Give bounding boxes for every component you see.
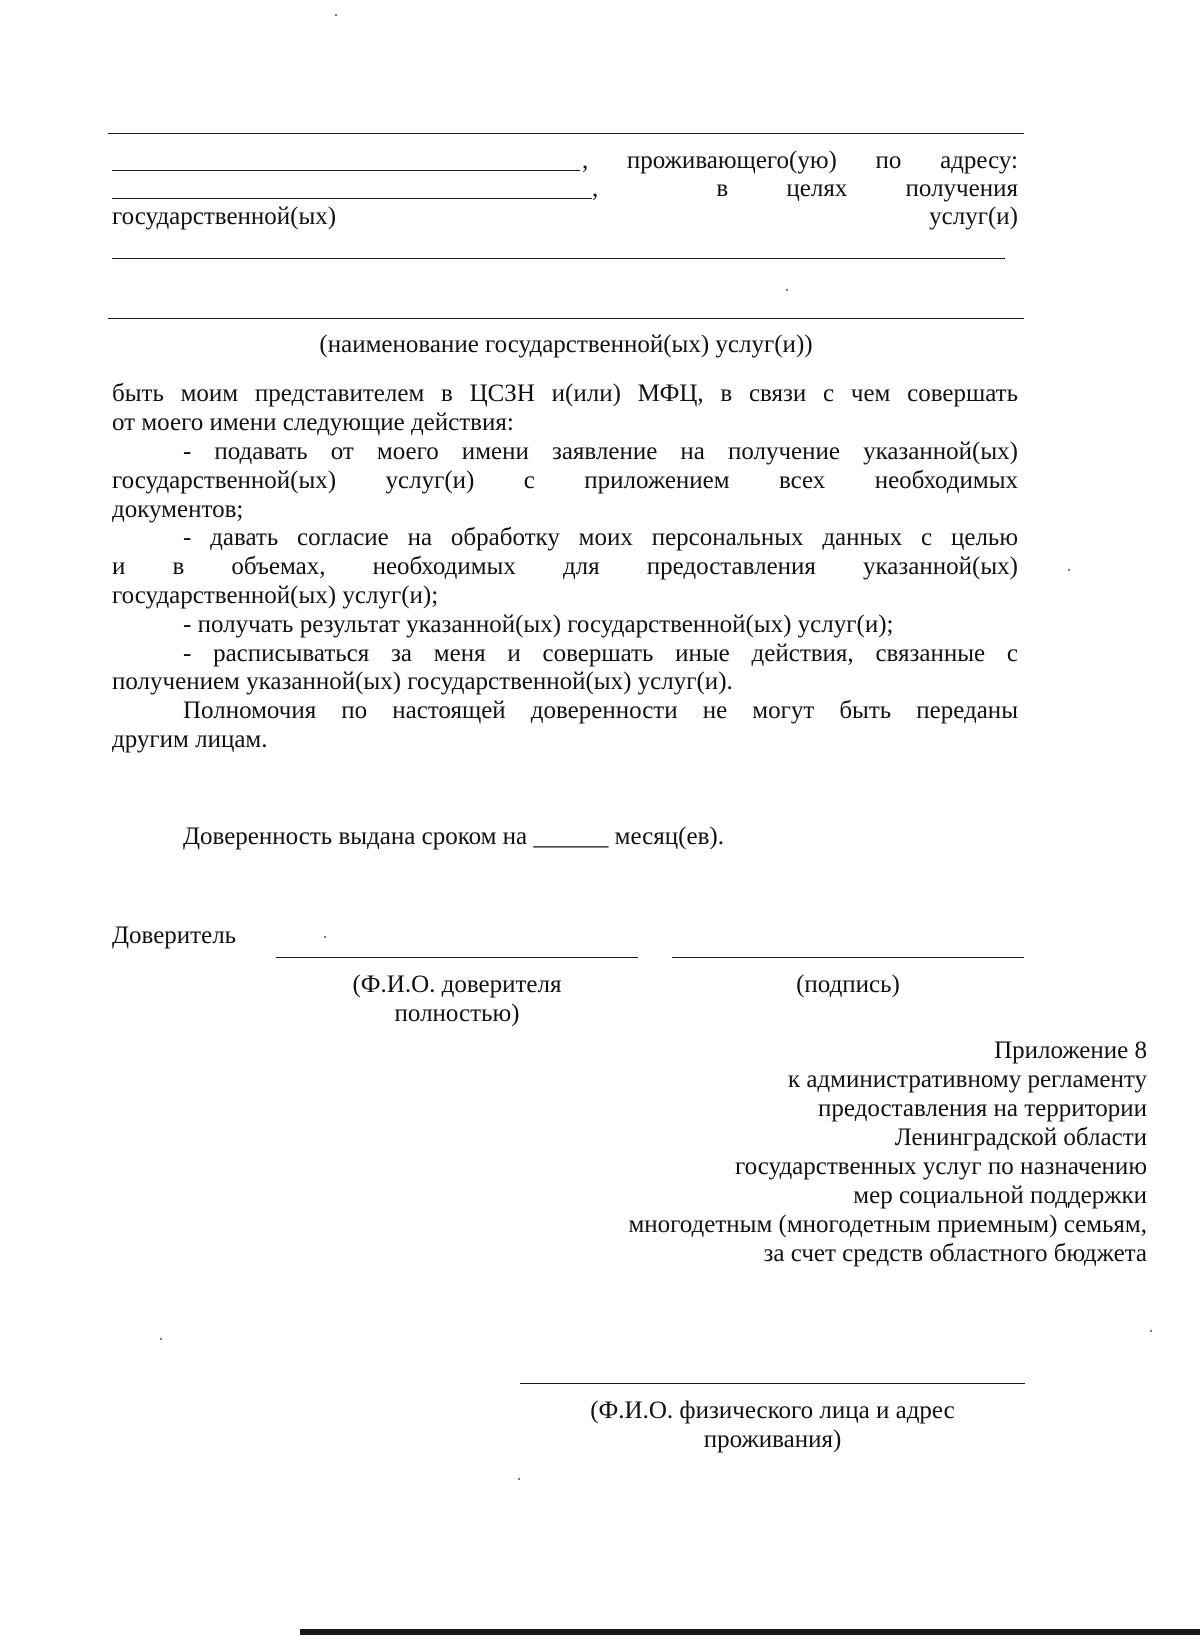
name-blank-line bbox=[112, 170, 580, 171]
bullet4-line2: получением указанной(ых) государственной(ых) услуг(и). bbox=[112, 668, 733, 695]
bullet2-line3: государственной(ых) услуг(и); bbox=[112, 582, 439, 609]
b2-word-2: в bbox=[172, 553, 185, 580]
bullet4-line1: - расписываться за меня и совершать иные действия, связанные с bbox=[183, 640, 1018, 667]
address-comma: , bbox=[582, 147, 589, 174]
fio-caption-line1: (Ф.И.О. доверителя bbox=[352, 971, 562, 998]
address-line bbox=[582, 147, 1018, 174]
scan-speck bbox=[1150, 1330, 1152, 1332]
top-rule bbox=[108, 133, 1024, 134]
b2-word-5: для bbox=[562, 553, 600, 580]
b1-word-6: необходимых bbox=[874, 467, 1018, 494]
bullet2-line1: - давать согласие на обработку моих персональных данных с целью bbox=[183, 524, 1018, 551]
b2-word-3: объемах, bbox=[231, 553, 326, 580]
principal-sign-line bbox=[672, 957, 1024, 958]
scan-speck bbox=[160, 1338, 162, 1340]
service-name-caption: (наименование государственной(ых) услуг(и)) bbox=[319, 331, 813, 358]
bullet2-line2 bbox=[112, 553, 1018, 580]
fio-caption-line2: полностью) bbox=[394, 1000, 520, 1027]
address-word-3: адресу: bbox=[940, 147, 1018, 174]
bullet1-line2 bbox=[112, 467, 1018, 494]
body-p1-line2: от моего имени следующие действия: bbox=[112, 409, 514, 436]
term-suffix: месяц(ев). bbox=[614, 823, 724, 850]
b1-word-4: приложением bbox=[584, 467, 730, 494]
purpose-word-3: получения bbox=[905, 175, 1018, 202]
appendix-line-7: многодетным (многодетным приемным) семьям, bbox=[628, 1211, 1147, 1238]
purpose-comma: , bbox=[592, 175, 599, 202]
service-name-blank-1 bbox=[112, 258, 1005, 259]
purpose-word-2: целях bbox=[786, 175, 848, 202]
b1-word-1: государственной(ых) bbox=[112, 467, 337, 494]
appendix-line-8: за счет средств областного бюджета bbox=[763, 1240, 1147, 1267]
service-name-blank-2 bbox=[108, 318, 1024, 319]
services-left: государственной(ых) bbox=[112, 203, 337, 230]
bullet1-line1: - подавать от моего имени заявление на получение указанной(ых) bbox=[183, 438, 1018, 465]
scan-edge-strip bbox=[300, 1629, 1200, 1635]
scan-speck bbox=[518, 1478, 520, 1480]
scan-speck bbox=[1068, 569, 1070, 571]
b2-word-4: необходимых bbox=[372, 553, 516, 580]
term-prefix: Доверенность выдана сроком на bbox=[183, 823, 528, 850]
appendix-block bbox=[500, 1037, 1147, 1269]
term-line bbox=[183, 823, 724, 850]
sign-caption: (подпись) bbox=[796, 971, 900, 998]
address-word-1: проживающего(ую) bbox=[626, 147, 837, 174]
address-blank-line bbox=[112, 198, 592, 199]
recipient-caption-line2: проживания) bbox=[703, 1426, 842, 1453]
purpose-line bbox=[592, 175, 1018, 202]
body-p2-line1: Полномочия по настоящей доверенности не могут быть переданы bbox=[183, 697, 1018, 724]
b1-word-5: всех bbox=[778, 467, 826, 494]
appendix-line-4: Ленинградской области bbox=[894, 1124, 1147, 1151]
scan-speck bbox=[324, 936, 326, 938]
bullet3-line1: - получать результат указанной(ых) государственной(ых) услуг(и); bbox=[183, 611, 894, 638]
purpose-word-1: в bbox=[716, 175, 729, 202]
principal-fio-line bbox=[276, 957, 638, 958]
recipient-caption-line1: (Ф.И.О. физического лица и адрес bbox=[590, 1397, 955, 1424]
scan-speck bbox=[335, 14, 337, 16]
appendix-line-5: государственных услуг по назначению bbox=[735, 1153, 1147, 1180]
principal-label: Доверитель bbox=[112, 922, 237, 949]
scan-speck bbox=[786, 289, 788, 291]
bullet1-line3: документов; bbox=[112, 496, 244, 523]
address-word-2: по bbox=[875, 147, 902, 174]
appendix-line-3: предоставления на территории bbox=[818, 1095, 1147, 1122]
body-p1-line1: быть моим представителем в ЦСЗН и(или) МФЦ, в связи с чем совершать bbox=[112, 380, 1018, 407]
body-p2-line2: другим лицам. bbox=[112, 726, 268, 753]
b1-word-3: с bbox=[523, 467, 535, 494]
recipient-line bbox=[520, 1383, 1025, 1384]
services-right: услуг(и) bbox=[929, 203, 1018, 230]
appendix-line-6: мер социальной поддержки bbox=[853, 1182, 1147, 1209]
appendix-line-2: к административному регламенту bbox=[787, 1066, 1147, 1093]
term-blank: ______ bbox=[533, 823, 609, 850]
b2-word-1: и bbox=[112, 553, 126, 580]
b2-word-6: предоставления bbox=[646, 553, 816, 580]
appendix-line-1: Приложение 8 bbox=[994, 1037, 1147, 1064]
b2-word-7: указанной(ых) bbox=[863, 553, 1018, 580]
b1-word-2: услуг(и) bbox=[385, 467, 475, 494]
